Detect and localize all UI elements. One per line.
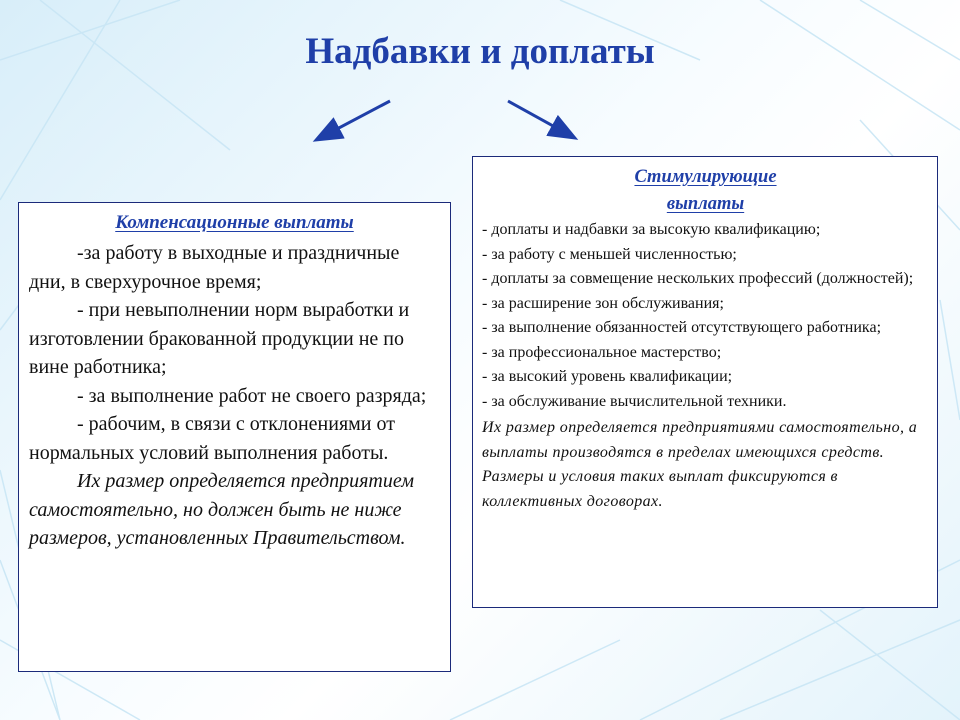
page-title: Надбавки и доплаты (305, 31, 655, 72)
incentive-item: - за высокий уровень квалификации; (482, 368, 733, 385)
incentive-heading-line2: выплаты (666, 193, 745, 214)
compensation-item: - при невыполнении норм выработки и изготовлении бракованной продукции не по вине работника; (29, 299, 410, 378)
incentive-item: - за работу с меньшей численностью; (482, 245, 737, 263)
incentive-note: Их размер определяется предприятиями самостоятельно, а выплаты производятся в пределах имеющихся средств. Размеры и условия таких выплат фиксируются в коллективных договорах. (482, 419, 918, 510)
incentive-box (472, 156, 938, 608)
incentive-heading-line1: Стимулирующие (634, 167, 777, 187)
compensation-box (18, 202, 451, 672)
incentive-item: - доплаты и надбавки за высокую квалификацию; (482, 221, 821, 238)
compensation-item: - за выполнение работ не своего разряда; (77, 384, 427, 407)
compensation-heading: Компенсационные выплаты (115, 212, 354, 233)
incentive-item: - за обслуживание вычислительной техники. (482, 392, 787, 410)
arrow-left (318, 101, 390, 139)
arrow-right (508, 101, 573, 137)
compensation-item: -за работу в выходные и праздничные дни, в сверхурочное время; (29, 242, 400, 293)
compensation-item: - рабочим, в связи с отклонениями от нормальных условий выполнения работы. (29, 413, 395, 464)
compensation-note: Их размер определяется предприятием самостоятельно, но должен быть не ниже размеров, установленных Правительством. (29, 470, 415, 549)
incentive-item: - за выполнение обязанностей отсутствующего работника; (482, 319, 882, 336)
incentive-item: - доплаты за совмещение нескольких профессий (должностей); (482, 270, 914, 287)
incentive-item: - за расширение зон обслуживания; (482, 294, 724, 312)
incentive-item: - за профессиональное мастерство; (482, 343, 722, 361)
